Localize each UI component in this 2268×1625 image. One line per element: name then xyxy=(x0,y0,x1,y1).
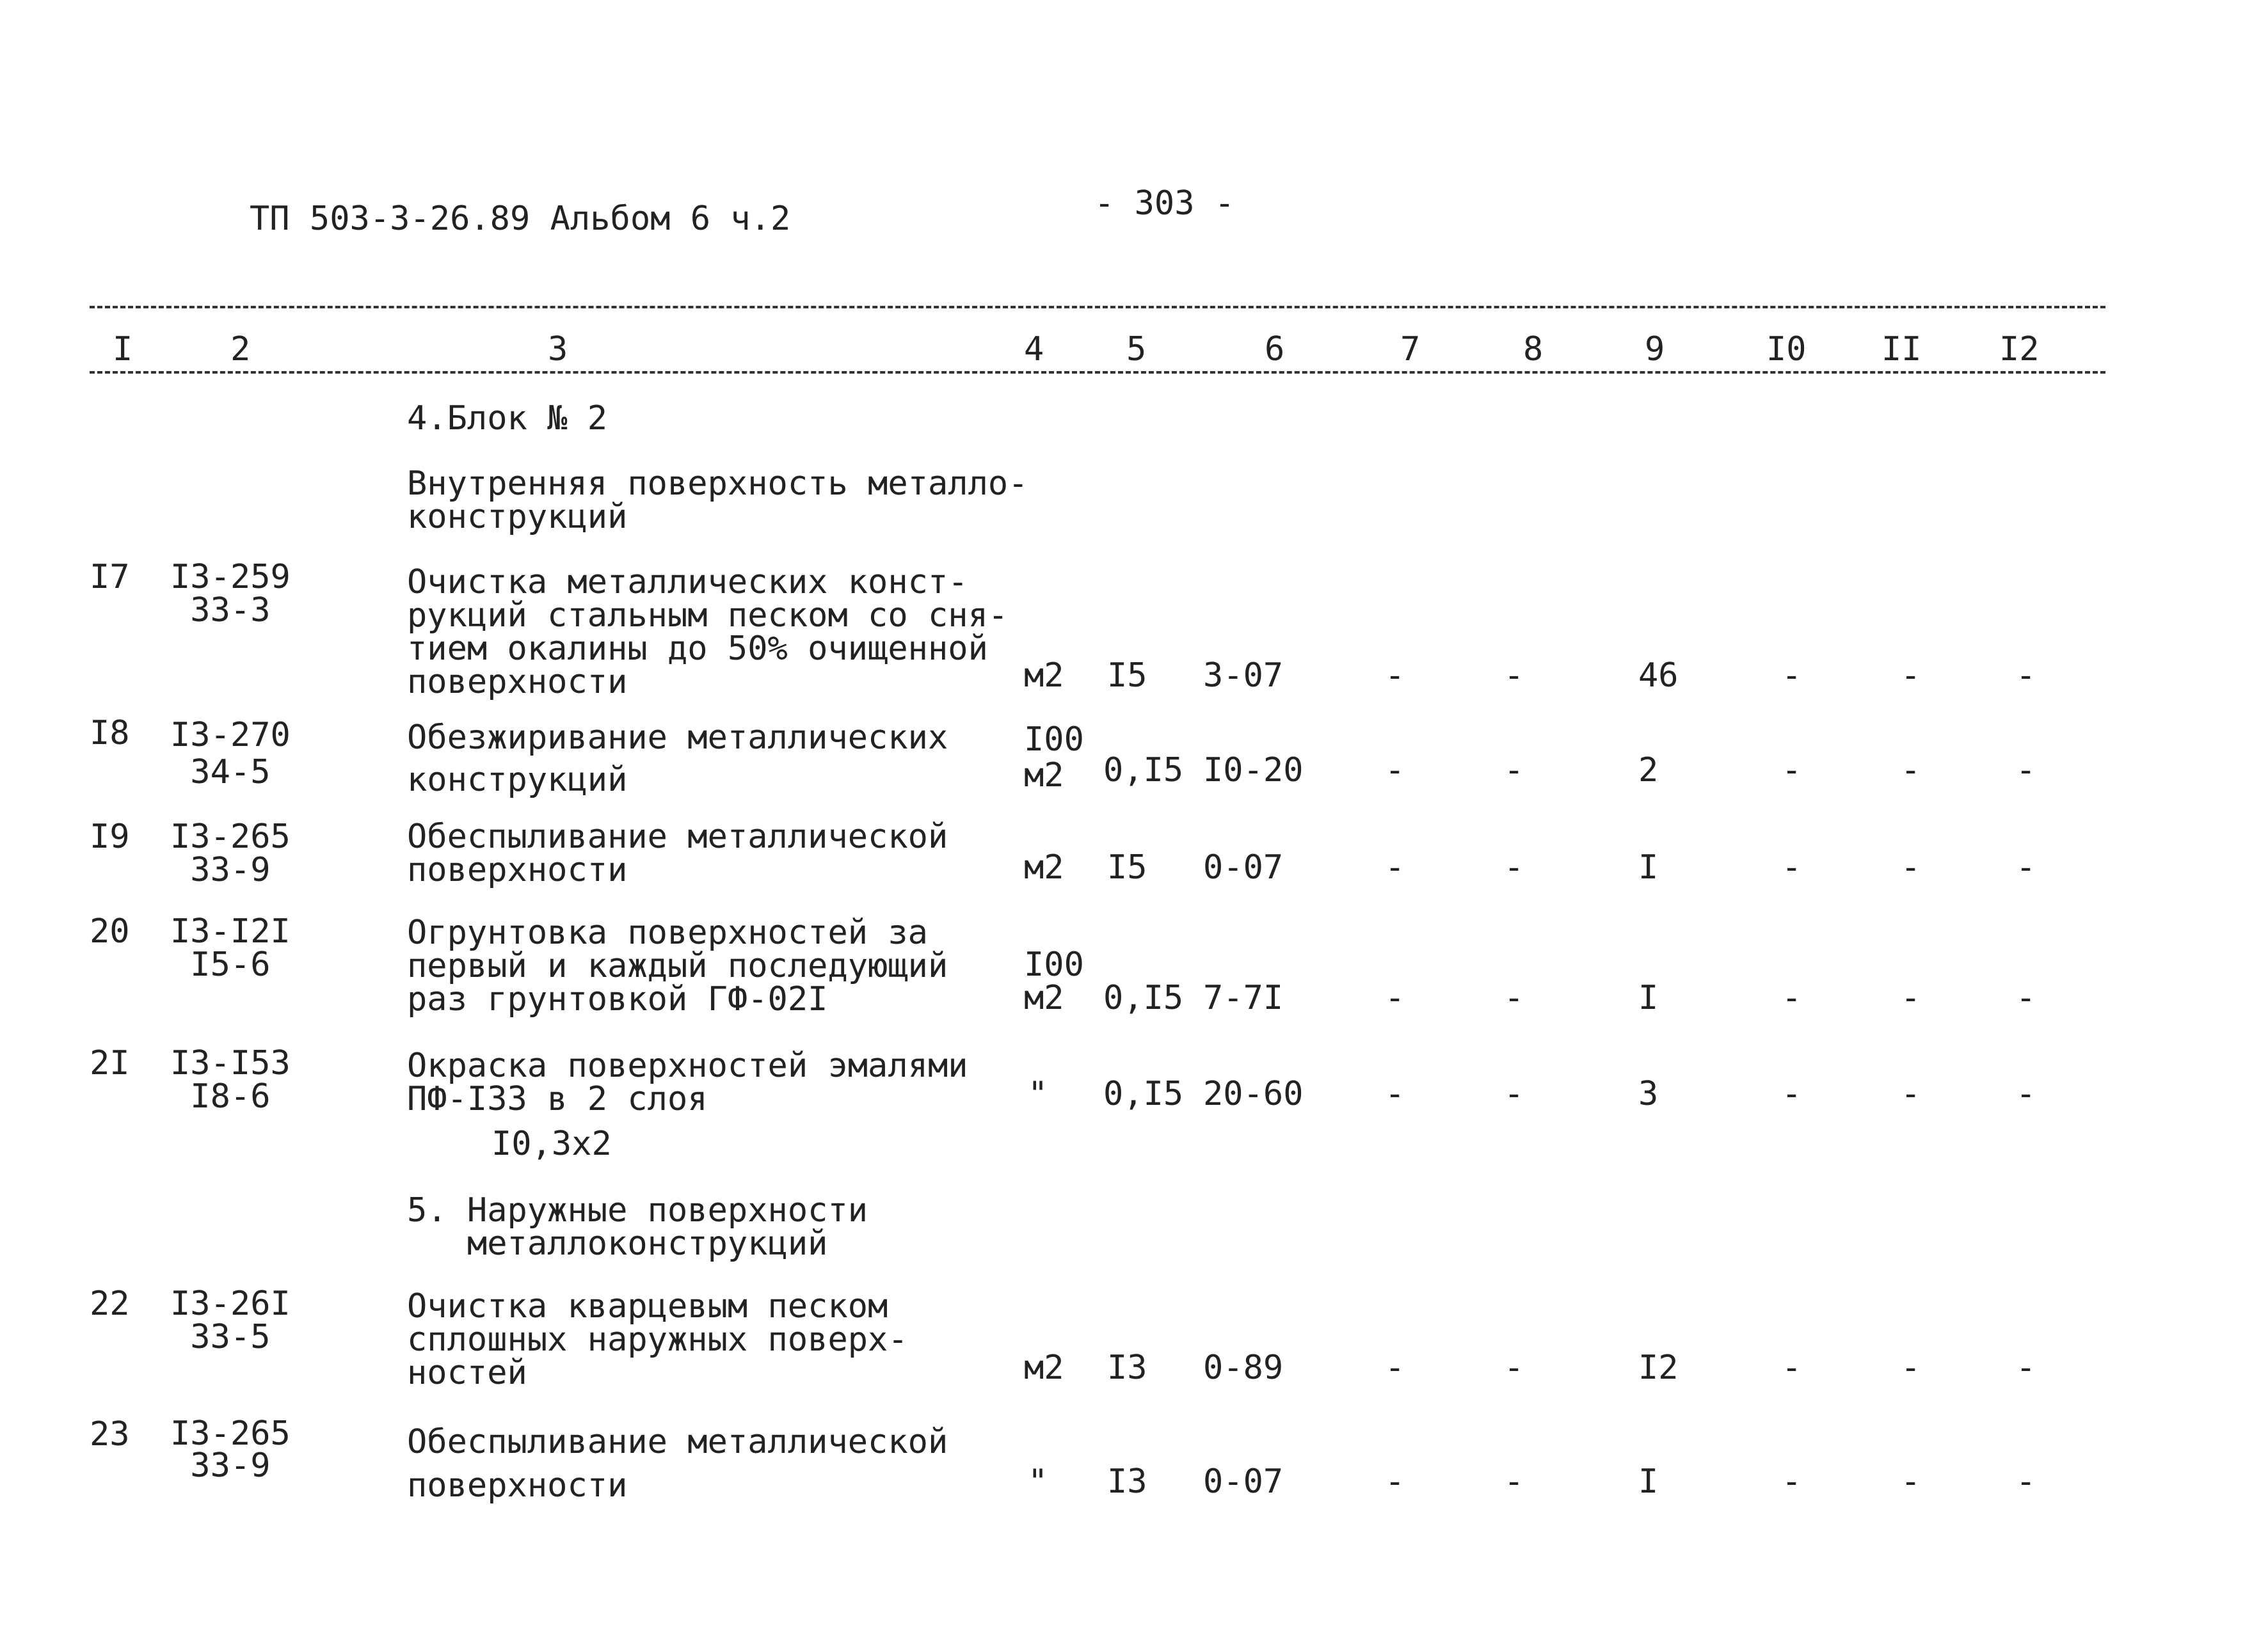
row-col10: - xyxy=(1782,848,1802,887)
row-col10: - xyxy=(1782,656,1802,695)
row-unit: I00 м2 xyxy=(1024,720,1084,795)
row-description: Обезжиривание металлических конструкций xyxy=(407,718,948,799)
row-col10: - xyxy=(1782,751,1802,789)
column-header: 6 xyxy=(1265,330,1285,369)
row-col5: 0,I5 xyxy=(1103,979,1184,1017)
column-header: 5 xyxy=(1126,330,1147,369)
row-number: I8 xyxy=(90,714,130,752)
row-code: I3-26I 33-5 xyxy=(170,1285,291,1356)
row-description: Обеспыливание металлической поверхности xyxy=(407,1423,948,1505)
row-unit: м2 xyxy=(1024,848,1064,887)
row-col9: I xyxy=(1638,1462,1659,1501)
row-unit: м2 xyxy=(1024,1349,1064,1387)
row-col6: 7-7I xyxy=(1203,979,1284,1017)
row-col10: - xyxy=(1782,979,1802,1017)
row-code: I3-265 33-9 xyxy=(170,818,291,889)
row-code: I3-259 33-3 xyxy=(170,558,291,630)
row-description: Окраска поверхностей эмалями ПФ-I33 в 2 слоя xyxy=(407,1047,968,1118)
row-col10: - xyxy=(1782,1349,1802,1387)
row-number: 23 xyxy=(90,1415,130,1454)
row-col12: - xyxy=(2016,1349,2036,1387)
row-number: 22 xyxy=(90,1285,130,1323)
row-note: I0,3х2 xyxy=(491,1125,612,1163)
row-col6: 0-07 xyxy=(1203,848,1284,887)
section-heading-inner-surface: Внутренняя поверхность металло- конструкций xyxy=(407,464,1028,536)
row-col9: 2 xyxy=(1638,751,1659,789)
document-reference: ТП 503-3-26.89 Альбом 6 ч.2 xyxy=(250,200,791,238)
row-col11: - xyxy=(1901,1349,1921,1387)
row-unit: I00 м2 xyxy=(1024,946,1084,1017)
row-col10: - xyxy=(1782,1075,1802,1113)
row-col9: I xyxy=(1638,848,1659,887)
row-col8: - xyxy=(1504,979,1524,1017)
column-header: 8 xyxy=(1523,330,1544,369)
row-col5: 0,I5 xyxy=(1103,1075,1184,1113)
row-description: Огрунтовка поверхностей за первый и каждый последующий раз грунтовкой ГФ-02I xyxy=(407,914,948,1019)
row-col12: - xyxy=(2016,848,2036,887)
row-col9: 46 xyxy=(1638,656,1679,695)
row-col12: - xyxy=(2016,979,2036,1017)
row-col9: I xyxy=(1638,979,1659,1017)
row-col6: 20-60 xyxy=(1203,1075,1304,1113)
row-col6: I0-20 xyxy=(1203,751,1304,789)
row-col11: - xyxy=(1901,1075,1921,1113)
section-heading-block2: 4.Блок № 2 xyxy=(407,399,608,438)
row-number: 20 xyxy=(90,912,130,951)
row-col7: - xyxy=(1385,979,1405,1017)
row-col11: - xyxy=(1901,1462,1921,1501)
row-col8: - xyxy=(1504,1349,1524,1387)
column-header: 4 xyxy=(1024,330,1044,369)
row-col5: 0,I5 xyxy=(1103,751,1184,789)
row-col7: - xyxy=(1385,751,1405,789)
row-col11: - xyxy=(1901,848,1921,887)
row-col8: - xyxy=(1504,1462,1524,1501)
page-number: - 303 - xyxy=(1094,184,1235,223)
column-header: 2 xyxy=(230,330,251,369)
row-col7: - xyxy=(1385,1462,1405,1501)
row-col9: I2 xyxy=(1638,1349,1679,1387)
row-col6: 0-07 xyxy=(1203,1462,1284,1501)
row-number: I9 xyxy=(90,818,130,856)
row-col5: I5 xyxy=(1107,848,1147,887)
column-header: 9 xyxy=(1645,330,1665,369)
row-col5: I3 xyxy=(1107,1462,1147,1501)
row-col11: - xyxy=(1901,979,1921,1017)
row-number: 2I xyxy=(90,1044,130,1082)
row-col12: - xyxy=(2016,1075,2036,1113)
row-col9: 3 xyxy=(1638,1075,1659,1113)
row-col12: - xyxy=(2016,1462,2036,1501)
row-col7: - xyxy=(1385,1075,1405,1113)
row-code: I3-I2I I5-6 xyxy=(170,912,291,984)
column-header: I0 xyxy=(1766,330,1807,369)
table-top-rule xyxy=(90,306,2105,308)
column-header: 7 xyxy=(1400,330,1421,369)
column-header: 3 xyxy=(548,330,568,369)
row-col11: - xyxy=(1901,751,1921,789)
row-code: I3-270 34-5 xyxy=(170,716,291,791)
row-col7: - xyxy=(1385,656,1405,695)
row-description: Очистка кварцевым песком сплошных наружных поверх- ностей xyxy=(407,1287,908,1392)
section-heading-outer-surface: 5. Наружные поверхности металлоконструкций xyxy=(407,1191,868,1263)
row-unit: " xyxy=(1028,1075,1048,1113)
row-col5: I5 xyxy=(1107,656,1147,695)
row-code: I3-265 33-9 xyxy=(170,1415,291,1485)
row-col8: - xyxy=(1504,848,1524,887)
table-header-bottom-rule xyxy=(90,371,2105,374)
column-header: II xyxy=(1881,330,1922,369)
column-header: I2 xyxy=(1999,330,2040,369)
row-description: Очистка металлических конст- рукций стальным песком со сня- тием окалины до 50% очищенной поверхности xyxy=(407,563,1009,701)
row-col12: - xyxy=(2016,656,2036,695)
row-col7: - xyxy=(1385,848,1405,887)
row-unit: " xyxy=(1028,1462,1048,1501)
row-code: I3-I53 I8-6 xyxy=(170,1044,291,1116)
row-col12: - xyxy=(2016,751,2036,789)
row-number: I7 xyxy=(90,558,130,596)
row-col11: - xyxy=(1901,656,1921,695)
row-col10: - xyxy=(1782,1462,1802,1501)
row-col7: - xyxy=(1385,1349,1405,1387)
row-col8: - xyxy=(1504,751,1524,789)
row-col8: - xyxy=(1504,656,1524,695)
row-col6: 3-07 xyxy=(1203,656,1284,695)
row-col6: 0-89 xyxy=(1203,1349,1284,1387)
row-col5: I3 xyxy=(1107,1349,1147,1387)
row-description: Обеспыливание металлической поверхности xyxy=(407,818,948,889)
column-header: I xyxy=(113,330,133,369)
row-unit: м2 xyxy=(1024,656,1064,695)
row-col8: - xyxy=(1504,1075,1524,1113)
